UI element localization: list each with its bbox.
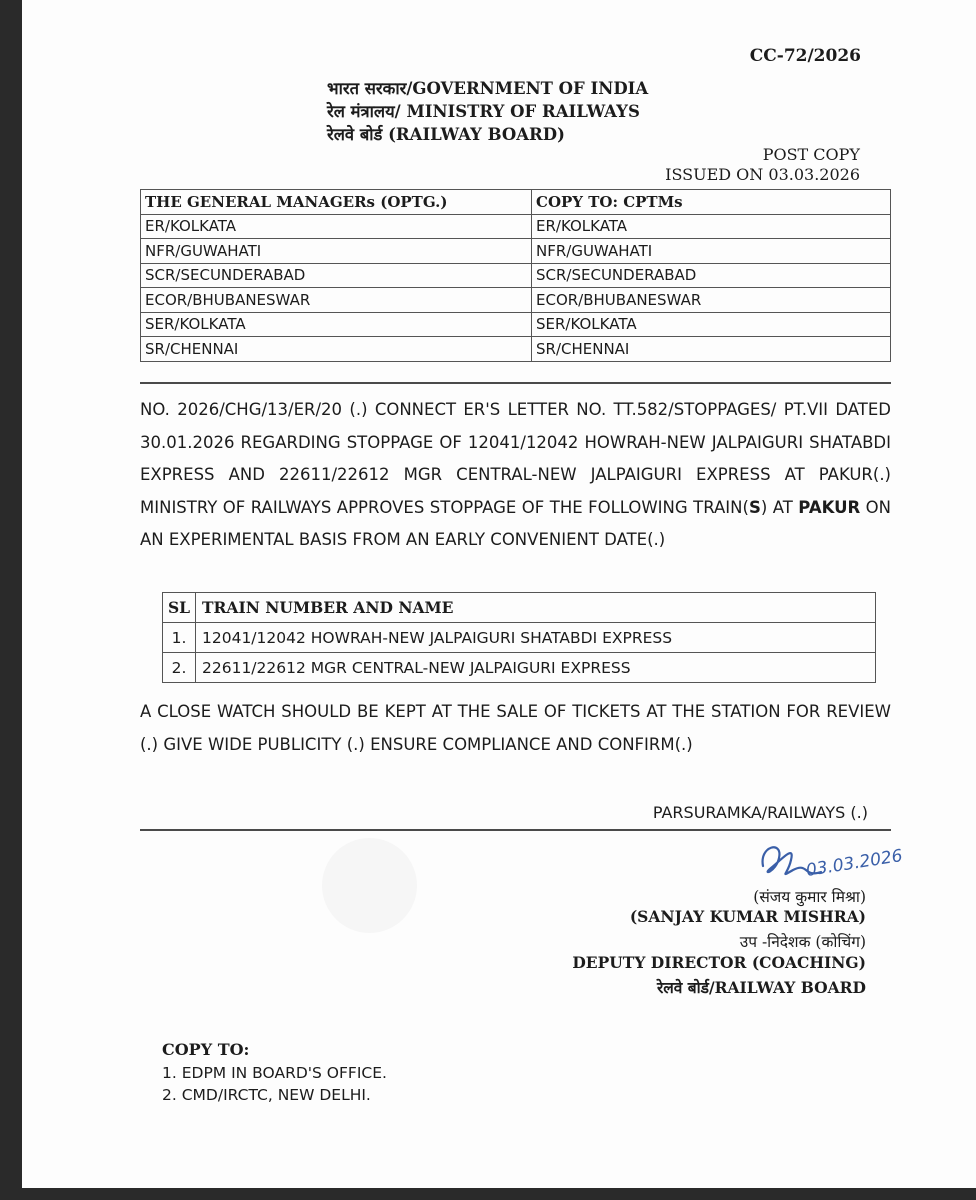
signatory-name-hindi: (संजय कुमार मिश्रा) — [753, 888, 866, 906]
table-cell: SER/KOLKATA — [141, 312, 532, 337]
table-row — [163, 653, 876, 683]
table-row — [141, 214, 891, 239]
table-cell: SCR/SECUNDERABAD — [532, 263, 891, 288]
table-cell: SR/CHENNAI — [141, 337, 532, 362]
table-header-row — [163, 593, 876, 623]
table-header-cell: SL — [163, 593, 196, 623]
reference-number: CC-72/2026 — [749, 46, 861, 66]
table-cell: SR/CHENNAI — [532, 337, 891, 362]
signatory-name: (SANJAY KUMAR MISHRA) — [629, 907, 866, 926]
table-header-cell: THE GENERAL MANAGERs (OPTG.) — [141, 190, 532, 215]
table-cell: SER/KOLKATA — [532, 312, 891, 337]
divider — [140, 382, 891, 384]
signatory-designation-hindi: उप -निदेशक (कोचिंग) — [739, 933, 866, 951]
header-ministry: रेल मंत्रालय/ MINISTRY OF RAILWAYS — [327, 102, 640, 121]
table-cell: ECOR/BHUBANESWAR — [141, 288, 532, 313]
scan-frame-bottom — [0, 1188, 976, 1200]
table-row — [163, 623, 876, 653]
header-government: भारत सरकार/GOVERNMENT OF INDIA — [327, 79, 649, 98]
table-row — [141, 239, 891, 264]
table-cell: 2. — [163, 653, 196, 683]
table-cell: ECOR/BHUBANESWAR — [532, 288, 891, 313]
body-text-bold: S — [748, 497, 761, 517]
post-copy-label: POST COPY — [762, 145, 860, 164]
table-row — [141, 312, 891, 337]
signature-date: 03.03.2026 — [804, 845, 904, 881]
table-row — [141, 263, 891, 288]
trains-table — [162, 592, 876, 683]
copy-to-item: 1. EDPM IN BOARD'S OFFICE. — [162, 1064, 387, 1082]
table-cell: 1. — [163, 623, 196, 653]
table-row — [141, 288, 891, 313]
body-text-part: NO. 2026/CHG/13/ER/20 (.) CONNECT ER'S LETTER NO. TT.582/STOPPAGES/ PT.VII DATED 30.01.2026 REGARDING STOPPAGE OF 12041/12042 HOWRAH-NEW JALPAIGURI SHATABDI EXPRESS AND 22611/22612 MGR CENTRAL-NEW JALPAIGURI EXPRESS AT PAKUR(.) MINISTRY OF RAILWAYS APPROVES STOPPAGE OF THE FOLLOWING TRAIN( — [140, 400, 891, 517]
table-cell: NFR/GUWAHATI — [532, 239, 891, 264]
table-header-cell: COPY TO: CPTMs — [532, 190, 891, 215]
header-board: रेलवे बोर्ड (RAILWAY BOARD) — [327, 125, 565, 144]
table-row — [141, 337, 891, 362]
body-text-part: ON AN EXPERIMENTAL BASIS FROM AN EARLY CONVENIENT DATE(.) — [140, 497, 891, 550]
closing-instructions: A CLOSE WATCH SHOULD BE KEPT AT THE SALE OF TICKETS AT THE STATION FOR REVIEW (.) GIVE WIDE PUBLICITY (.) ENSURE COMPLIANCE AND CONFIRM(.) — [140, 702, 891, 754]
document-page — [22, 0, 976, 1188]
handwritten-signature — [749, 832, 949, 892]
addressee-table — [140, 189, 891, 362]
station-name: PAKUR — [798, 497, 861, 517]
table-cell: ER/KOLKATA — [532, 214, 891, 239]
table-cell: 22611/22612 MGR CENTRAL-NEW JALPAIGURI EXPRESS — [196, 653, 876, 683]
table-header-row — [141, 190, 891, 215]
copy-to-title: COPY TO: — [162, 1040, 250, 1059]
divider — [140, 829, 891, 831]
signatory-office: रेलवे बोर्ड/RAILWAY BOARD — [656, 978, 866, 997]
table-cell: ER/KOLKATA — [141, 214, 532, 239]
signoff-line: PARSURAMKA/RAILWAYS (.) — [652, 803, 868, 822]
faint-stamp-mark — [322, 838, 417, 933]
message-body — [140, 394, 891, 557]
issued-date: ISSUED ON 03.03.2026 — [665, 165, 860, 184]
body-text-part: ) AT — [760, 497, 799, 517]
copy-to-item: 2. CMD/IRCTC, NEW DELHI. — [162, 1086, 371, 1104]
table-cell: NFR/GUWAHATI — [141, 239, 532, 264]
table-cell: SCR/SECUNDERABAD — [141, 263, 532, 288]
table-header-cell: TRAIN NUMBER AND NAME — [196, 593, 876, 623]
table-cell: 12041/12042 HOWRAH-NEW JALPAIGURI SHATABDI EXPRESS — [196, 623, 876, 653]
signatory-designation: DEPUTY DIRECTOR (COACHING) — [572, 953, 866, 972]
scan-frame-left — [0, 0, 22, 1200]
